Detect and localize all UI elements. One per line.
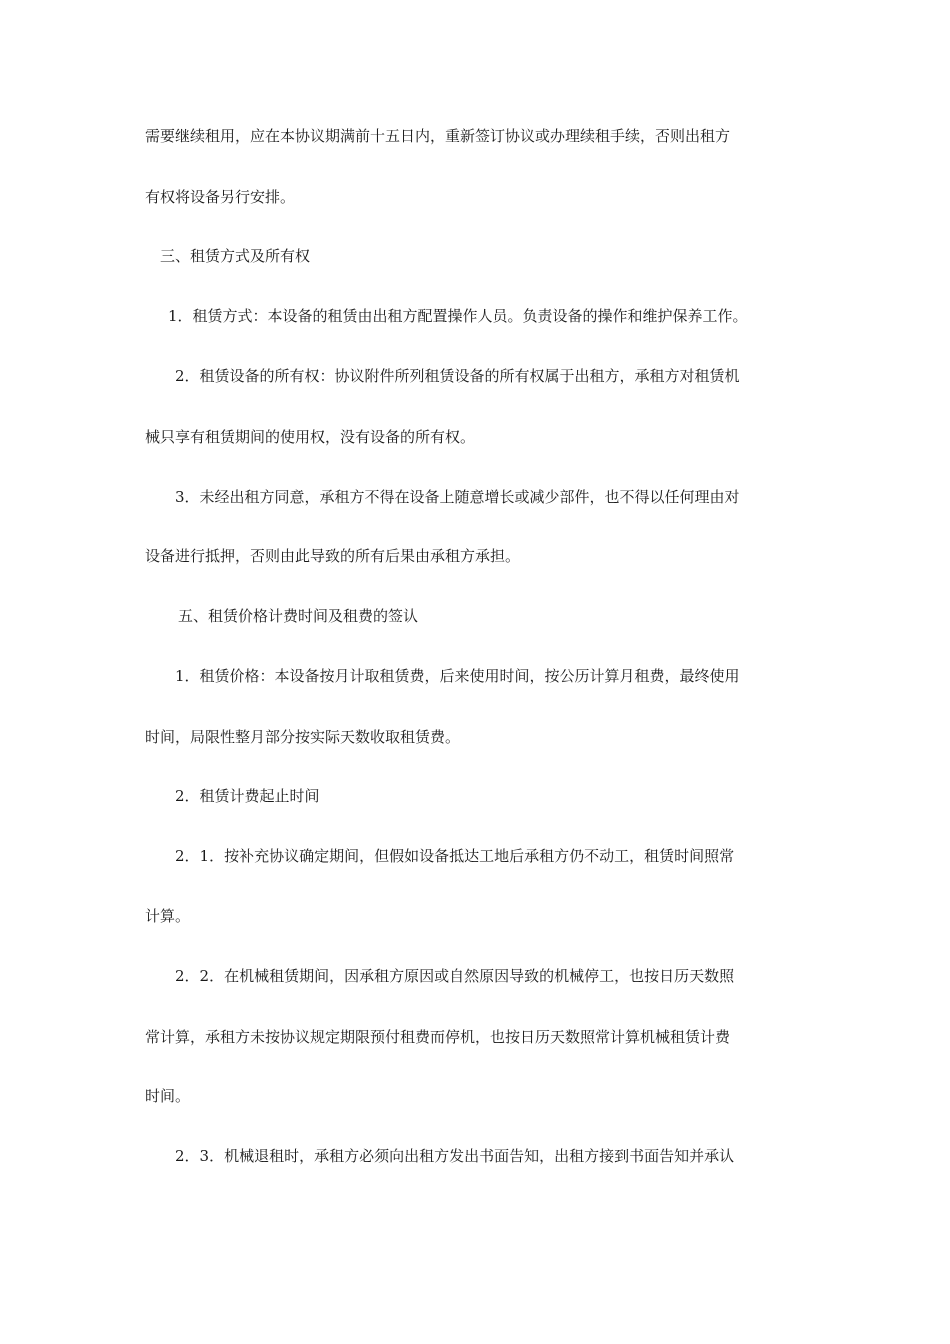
paragraph-line: 3．未经出租方同意，承租方不得在设备上随意增长或减少部件，也不得以任何理由对	[175, 488, 740, 506]
paragraph-line: 1．租赁价格：本设备按月计取租赁费，后来使用时间，按公历计算月租费，最终使用	[175, 667, 740, 685]
section-heading: 五、租赁价格计费时间及租费的签认	[178, 607, 419, 625]
paragraph-line: 时间。	[145, 1087, 191, 1105]
paragraph-line: 计算。	[145, 907, 191, 925]
paragraph-line: 时间，局限性整月部分按实际天数收取租赁费。	[145, 728, 461, 746]
section-heading: 三、租赁方式及所有权	[160, 247, 311, 265]
paragraph-line: 2．3．机械退租时，承租方必须向出租方发出书面告知，出租方接到书面告知并承认	[175, 1147, 735, 1165]
paragraph-line: 常计算，承租方未按协议规定期限预付租费而停机，也按日历天数照常计算机械租赁计费	[145, 1028, 731, 1046]
paragraph-line: 2．2．在机械租赁期间，因承租方原因或自然原因导致的机械停工，也按日历天数照	[175, 967, 735, 985]
paragraph-line: 需要继续租用，应在本协议期满前十五日内，重新签订协议或办理续租手续，否则出租方	[145, 127, 731, 145]
paragraph-line: 2．租赁计费起止时间	[175, 787, 320, 805]
paragraph-line: 设备进行抵押，否则由此导致的所有后果由承租方承担。	[145, 547, 521, 565]
paragraph-line: 2．租赁设备的所有权：协议附件所列租赁设备的所有权属于出租方，承租方对租赁机	[175, 367, 740, 385]
paragraph-line: 械只享有租赁期间的使用权，没有设备的所有权。	[145, 428, 476, 446]
paragraph-line: 有权将设备另行安排。	[145, 188, 296, 206]
paragraph-line: 1．租赁方式：本设备的租赁由出租方配置操作人员。负责设备的操作和维护保养工作。	[168, 307, 748, 325]
paragraph-line: 2．1．按补充协议确定期间，但假如设备抵达工地后承租方仍不动工，租赁时间照常	[175, 847, 735, 865]
